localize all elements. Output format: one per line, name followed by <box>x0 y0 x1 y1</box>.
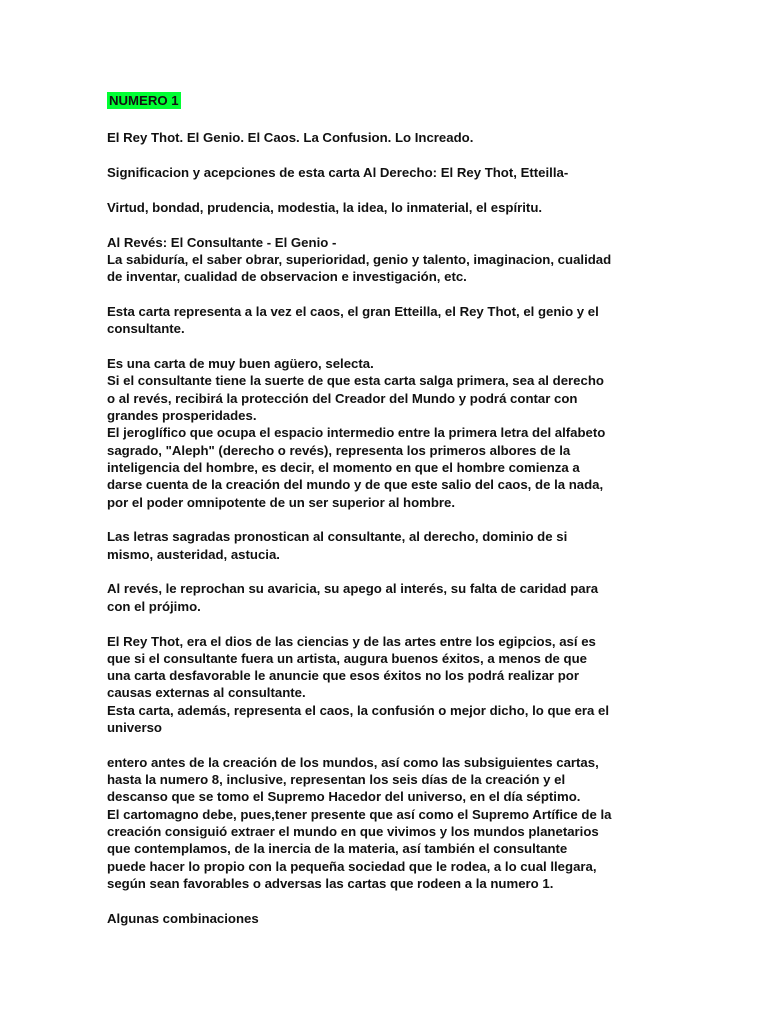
text-line: Si el consultante tiene la suerte de que esta carta salga primera, sea al derecho <box>107 373 604 389</box>
heading-numero-1: NUMERO 1 <box>109 93 179 108</box>
text-line: puede hacer lo propio con la pequeña sociedad que le rodea, a lo cual llegara, <box>107 858 597 874</box>
text-line: causas externas al consultante. <box>107 685 306 701</box>
text-line: sagrado, "Aleph" (derecho o revés), representa los primeros albores de la <box>107 442 571 458</box>
paragraph <box>107 633 667 737</box>
paragraph <box>107 303 667 338</box>
text-line: consultante. <box>107 321 185 337</box>
text-line: universo <box>107 720 162 736</box>
text-line: La sabiduría, el saber obrar, superioridad, genio y talento, imaginacion, cualidad <box>107 251 612 267</box>
text-line: El Rey Thot. El Genio. El Caos. La Confusion. Lo Increado. <box>107 130 474 146</box>
text-line: Es una carta de muy buen agüero, selecta. <box>107 356 374 372</box>
text-line: por el poder omnipotente de un ser superior al hombre. <box>107 494 456 510</box>
text-line: El jeroglífico que ocupa el espacio intermedio entre la primera letra del alfabeto <box>107 425 606 441</box>
text-line: que si el consultante fuera un artista, augura buenos éxitos, a menos de que <box>107 650 587 666</box>
paragraph <box>107 754 667 892</box>
paragraph <box>107 528 667 563</box>
text-line: creación consiguió extraer el mundo en que vivimos y los mundos planetarios <box>107 824 599 839</box>
document-content <box>107 92 667 944</box>
text-line: inteligencia del hombre, es decir, el momento en que el hombre comienza a <box>107 459 580 475</box>
text-line: Al revés, le reprochan su avaricia, su apego al interés, su falta de caridad para <box>107 581 599 597</box>
text-line: Esta carta, además, representa el caos, la confusión o mejor dicho, lo que era el <box>107 702 610 718</box>
paragraph <box>107 199 667 216</box>
paragraph <box>107 910 667 927</box>
text-line: El cartomagno debe, pues,tener presente que así como el Supremo Artífice de la <box>107 806 612 822</box>
text-line: Significacion y acepciones de esta carta Al Derecho: El Rey Thot, Etteilla- <box>107 165 569 181</box>
text-line: Algunas combinaciones <box>107 910 259 926</box>
text-line: hasta la numero 8, inclusive, representan los seis días de la creación y el <box>107 772 566 788</box>
text-line: según sean favorables o adversas las cartas que rodeen a la numero 1. <box>107 875 554 891</box>
text-line: Al Revés: El Consultante - El Genio - <box>107 234 337 250</box>
text-line: descanso que se tomo el Supremo Hacedor del universo, en el día séptimo. <box>107 789 581 805</box>
text-line: darse cuenta de la creación del mundo y de que este salio del caos, de la nada, <box>107 477 604 493</box>
paragraph <box>107 580 667 615</box>
text-line: Las letras sagradas pronostican al consultante, al derecho, dominio de si <box>107 529 568 545</box>
text-line: de inventar, cualidad de observacion e investigación, etc. <box>107 269 467 285</box>
paragraph <box>107 164 667 181</box>
paragraphs-container <box>107 129 667 927</box>
paragraph <box>107 355 667 511</box>
text-line: Virtud, bondad, prudencia, modestia, la idea, lo inmaterial, el espíritu. <box>107 199 543 215</box>
text-line: El Rey Thot, era el dios de las ciencias y de las artes entre los egipcios, así es <box>107 633 596 649</box>
paragraph <box>107 234 667 286</box>
heading-row <box>107 92 667 129</box>
text-line: mismo, austeridad, astucia. <box>107 546 280 562</box>
text-line: Esta carta representa a la vez el caos, el gran Etteilla, el Rey Thot, el genio y el <box>107 304 599 320</box>
paragraph <box>107 129 667 146</box>
text-line: que contemplamos, de la inercia de la materia, así también el consultante <box>107 841 568 857</box>
text-line: grandes prosperidades. <box>107 408 257 424</box>
text-line: una carta desfavorable le anuncie que esos éxitos no los podrá realizar por <box>107 668 579 684</box>
text-line: con el prójimo. <box>107 598 201 614</box>
text-line: o al revés, recibirá la protección del Creador del Mundo y podrá contar con <box>107 390 578 406</box>
text-line: entero antes de la creación de los mundos, así como las subsiguientes cartas, <box>107 754 599 770</box>
